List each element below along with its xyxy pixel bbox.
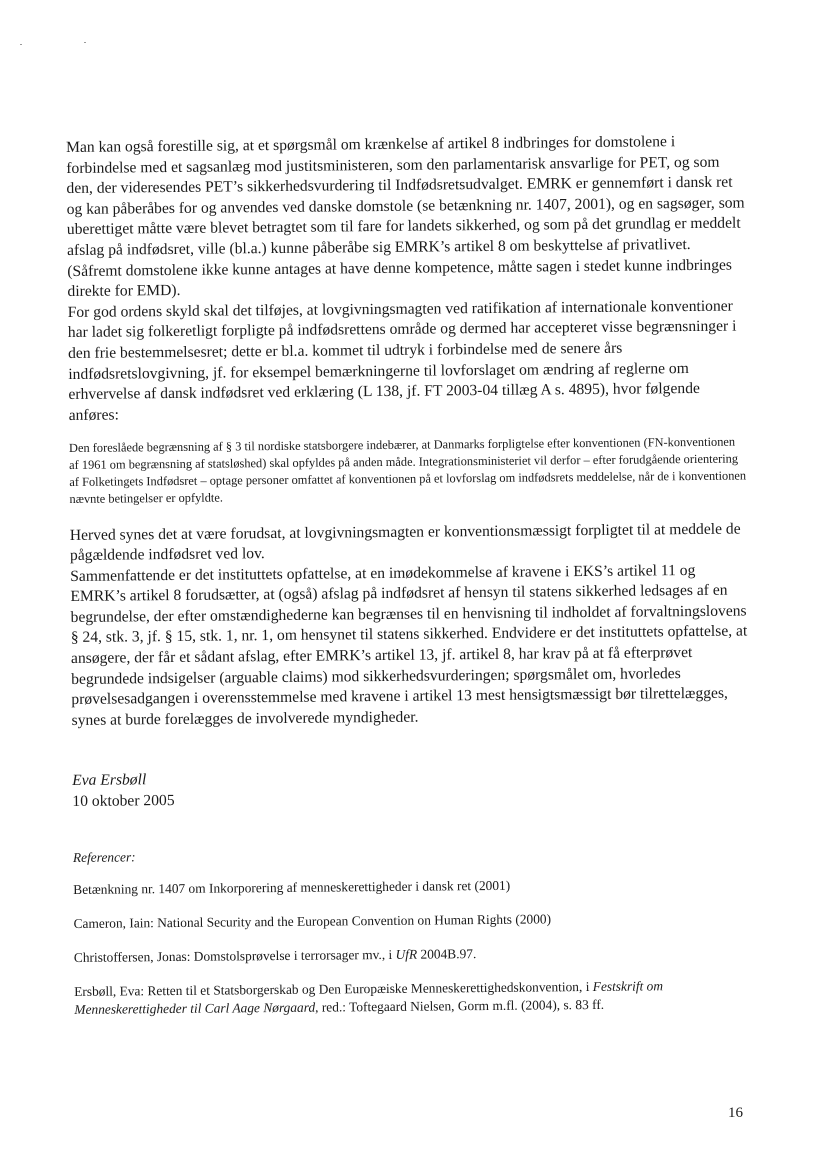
paragraph-summary: Sammenfattende er det instituttets opfattelse, at en imødekommelse af kravene i EKS’s artikel 11 og EMRK’s artikel 8 forudsætter, at (også) afslag på indfødsret af hensyn til statens sikkerhed ledsages af en begrundelse, der efter omstændighederne kan begrænses til en henvisning til indholdet af forvaltningslovens § 24, stk. 3, jf. § 15, stk. 1, nr. 1, om hensynet til statens sikkerhed. Endvidere er det instituttets opfattelse, at ansøgere, der får et sådant afslag, efter EMRK’s artikel 13, jf. artikel 8, har krav på at få efterprøvet begrundede indsigelser (arguable claims) mod sikkerhedsvurderingen; spørgsmålet om, hvorledes prøvelsesadgangen i overensstemmelse med kravene i artikel 13 mest hensigtsmæssigt bør tilrettelægges, synes at burde forelægges de involverede myndigheder. [70,561,748,729]
scan-speck [20,44,22,45]
scan-speck [84,42,86,43]
paragraph-courts-article-8: Man kan også forestille sig, at et spørgsmål om krænkelse af artikel 8 indbringes for domstolene i forbindelse med et sagsanlæg mod justitsministeren, som den parlamentarisk ansvarlige for PET, og som den, der videresendes PET’s sikkerhedsvurdering til Indfødsretsudvalget. EMRK er gennemført i dansk ret og kan påberåbes for og anvendes ved danske domstole (se betænkning nr. 1407, 2001), og en sagsøger, som uberettiget måtte være blevet betragtet som til fare for landets sikkerhed, og som på det grundlag er meddelt afslag på indfødsret, ville (bl.a.) kunne påberåbe sig EMRK’s artikel 8 om beskyttelse af privatlivet. (Såfremt domstolene ikke kunne antages at have denne kompetence, måtte sagen i stedet kunne indbringes direkte for EMD). [66,133,745,301]
block-quote-bill-remarks: Den foreslåede begrænsning af § 3 til nordiske statsborgere indebærer, at Danmarks forpligtelse efter konventionen (FN-konventionen af 1961 om begrænsning af statsløshed) skal opfyldes på anden måde. Integrationsministeriet vil derfor – efter forudgående orientering af Folketingets Indfødsret – optage personer omfattet af konventionen på et lovforslag om indfødsrets meddelelse, når de i konventionen nævnte betingelser er opfyldte. [68,434,747,506]
reference-book-title: Festskrift om Menneskerettigheder til Carl Aage Nørgaard [74,977,664,1017]
signature-date: 10 oktober 2005 [72,792,175,811]
page-content [66,131,753,1034]
reference-text: Christoffersen, Jonas: Domstolsprøvelse i terrorsager mv., i [73,946,396,965]
paragraph-presumption: Herved synes det at være forudsat, at lovgivningsmagten er konventionsmæssigt forpligtet til at meddele de pågældende indfødsret ved lov. [69,520,741,565]
reference-item [74,976,752,1019]
signature-name: Eva Ersbøll [72,771,147,790]
reference-text: , red.: Toftegaard Nielsen, Gorm m.fl. (2004), s. 83 ff. [315,996,605,1015]
references-heading: Referencer: [72,848,136,865]
paragraph-conventions: For god ordens skyld skal det tilføjes, at lovgivningsmagten ved ratifikation af internationale konventioner har ladet sig folkeretligt forpligte på indfødsrettens område og dermed har accepteret visse begrænsninger i den frie bestemmelsesret; dette er bl.a. kommet til udtryk i forbindelse med de senere års indfødsretslovgivning, jf. for eksempel bemærkningerne til lovforslaget om ændring af reglerne om erhvervelse af dansk indfødsret ved erklæring (L 138, jf. FT 2003-04 tillæg A s. 4895), hvor følgende anføres: [67,297,737,424]
reference-text: 2004B.97. [417,945,477,962]
references-section [73,842,753,1019]
reference-text: Ersbøll, Eva: Retten til et Statsborgerskab og Den Europæiske Menneskerettighedskonvention, i [74,978,593,999]
reference-item: Betænkning nr. 1407 om Inkorporering af menneskerettigheder i dansk ret (2001) [73,877,511,897]
reference-journal-title: UfR [395,946,418,962]
page-number: 16 [728,1105,743,1121]
reference-item [74,942,752,967]
reference-item: Cameron, Iain: National Security and the European Convention on Human Rights (2000) [73,911,552,931]
signature-block [72,765,750,813]
